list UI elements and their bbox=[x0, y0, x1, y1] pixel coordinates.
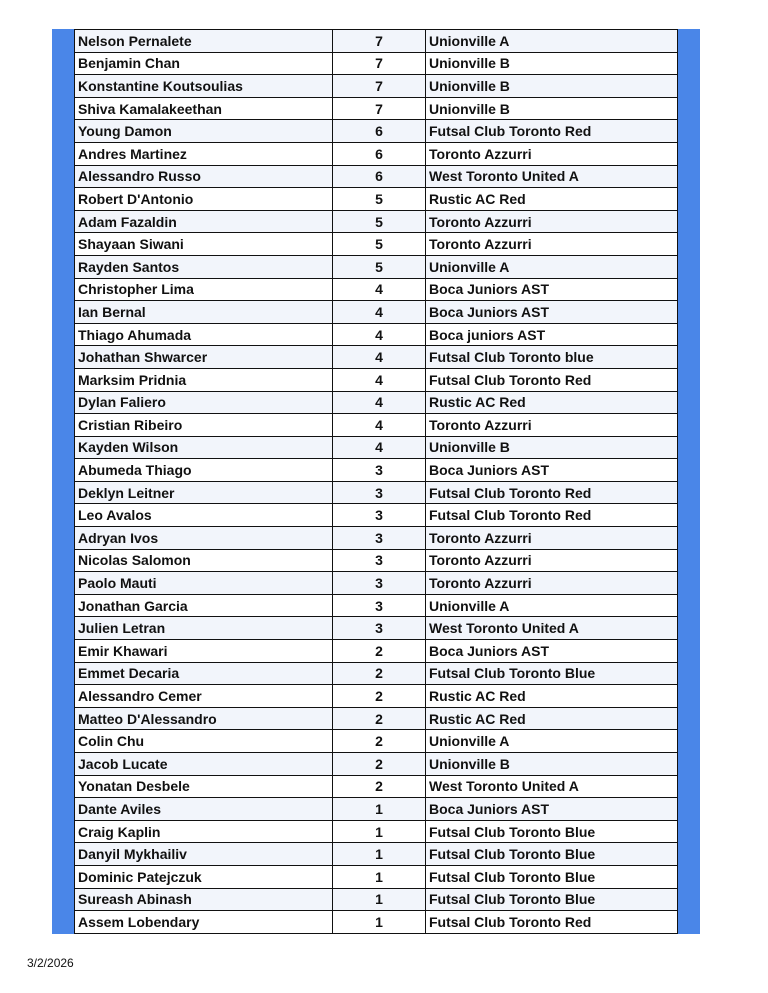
team-cell: Unionville B bbox=[426, 75, 678, 98]
player-name-cell: Abumeda Thiago bbox=[75, 459, 333, 482]
goals-cell: 7 bbox=[333, 52, 426, 75]
goals-cell: 3 bbox=[333, 617, 426, 640]
table-row bbox=[75, 775, 678, 798]
table-row bbox=[75, 662, 678, 685]
team-cell: Toronto Azzurri bbox=[426, 572, 678, 595]
goals-cell: 2 bbox=[333, 775, 426, 798]
table-row bbox=[75, 572, 678, 595]
player-name-cell: Deklyn Leitner bbox=[75, 481, 333, 504]
table-row bbox=[75, 255, 678, 278]
table-row bbox=[75, 323, 678, 346]
table-row bbox=[75, 52, 678, 75]
player-name-cell: Adryan Ivos bbox=[75, 527, 333, 550]
goals-cell: 7 bbox=[333, 97, 426, 120]
player-name-cell: Dominic Patejczuk bbox=[75, 865, 333, 888]
player-name-cell: Shayaan Siwani bbox=[75, 233, 333, 256]
team-cell: Futsal Club Toronto Blue bbox=[426, 888, 678, 911]
goals-cell: 3 bbox=[333, 481, 426, 504]
team-cell: Futsal Club Toronto Blue bbox=[426, 843, 678, 866]
team-cell: Unionville B bbox=[426, 753, 678, 776]
team-cell: Futsal Club Toronto Red bbox=[426, 504, 678, 527]
goals-cell: 1 bbox=[333, 865, 426, 888]
player-name-cell: Emmet Decaria bbox=[75, 662, 333, 685]
goals-cell: 4 bbox=[333, 368, 426, 391]
goals-cell: 2 bbox=[333, 640, 426, 663]
goals-cell: 2 bbox=[333, 753, 426, 776]
table-row bbox=[75, 278, 678, 301]
player-name-cell: Dylan Faliero bbox=[75, 391, 333, 414]
player-name-cell: Matteo D'Alessandro bbox=[75, 707, 333, 730]
table-row bbox=[75, 820, 678, 843]
team-cell: Boca juniors AST bbox=[426, 323, 678, 346]
team-cell: Unionville A bbox=[426, 255, 678, 278]
team-cell: West Toronto United A bbox=[426, 775, 678, 798]
team-cell: Unionville A bbox=[426, 30, 678, 53]
print-date: 3/2/2026 bbox=[27, 956, 74, 970]
goals-cell: 1 bbox=[333, 820, 426, 843]
team-cell: Futsal Club Toronto Blue bbox=[426, 820, 678, 843]
player-name-cell: Ian Bernal bbox=[75, 301, 333, 324]
table-row bbox=[75, 75, 678, 98]
goals-cell: 3 bbox=[333, 527, 426, 550]
goals-cell: 1 bbox=[333, 911, 426, 934]
player-name-cell: Thiago Ahumada bbox=[75, 323, 333, 346]
team-cell: Toronto Azzurri bbox=[426, 549, 678, 572]
team-cell: West Toronto United A bbox=[426, 617, 678, 640]
team-cell: Boca Juniors AST bbox=[426, 798, 678, 821]
team-cell: Futsal Club Toronto Red bbox=[426, 911, 678, 934]
team-cell: Futsal Club Toronto blue bbox=[426, 346, 678, 369]
team-cell: Unionville B bbox=[426, 97, 678, 120]
goals-cell: 3 bbox=[333, 594, 426, 617]
goals-cell: 4 bbox=[333, 436, 426, 459]
player-name-cell: Kayden Wilson bbox=[75, 436, 333, 459]
player-name-cell: Nelson Pernalete bbox=[75, 30, 333, 53]
team-cell: Futsal Club Toronto Red bbox=[426, 120, 678, 143]
team-cell: Rustic AC Red bbox=[426, 685, 678, 708]
goals-cell: 1 bbox=[333, 843, 426, 866]
team-cell: Futsal Club Toronto Red bbox=[426, 368, 678, 391]
team-cell: Unionville B bbox=[426, 436, 678, 459]
player-name-cell: Leo Avalos bbox=[75, 504, 333, 527]
goals-cell: 3 bbox=[333, 549, 426, 572]
table-row bbox=[75, 436, 678, 459]
player-name-cell: Konstantine Koutsoulias bbox=[75, 75, 333, 98]
player-name-cell: Alessandro Cemer bbox=[75, 685, 333, 708]
player-name-cell: Marksim Pridnia bbox=[75, 368, 333, 391]
player-name-cell: Nicolas Salomon bbox=[75, 549, 333, 572]
table-row bbox=[75, 549, 678, 572]
player-name-cell: Jacob Lucate bbox=[75, 753, 333, 776]
player-name-cell: Johathan Shwarcer bbox=[75, 346, 333, 369]
table-row bbox=[75, 753, 678, 776]
player-name-cell: Rayden Santos bbox=[75, 255, 333, 278]
table-row bbox=[75, 188, 678, 211]
goals-cell: 5 bbox=[333, 188, 426, 211]
table-row bbox=[75, 888, 678, 911]
goals-cell: 3 bbox=[333, 572, 426, 595]
table-row bbox=[75, 685, 678, 708]
table-row bbox=[75, 30, 678, 53]
table-row bbox=[75, 911, 678, 934]
player-name-cell: Benjamin Chan bbox=[75, 52, 333, 75]
table-row bbox=[75, 165, 678, 188]
goals-cell: 3 bbox=[333, 504, 426, 527]
goals-cell: 2 bbox=[333, 685, 426, 708]
team-cell: Unionville A bbox=[426, 594, 678, 617]
scorers-table bbox=[74, 29, 678, 934]
team-cell: Futsal Club Toronto Blue bbox=[426, 662, 678, 685]
goals-cell: 1 bbox=[333, 888, 426, 911]
goals-cell: 2 bbox=[333, 707, 426, 730]
goals-cell: 2 bbox=[333, 662, 426, 685]
goals-cell: 4 bbox=[333, 323, 426, 346]
team-cell: Rustic AC Red bbox=[426, 188, 678, 211]
table-row bbox=[75, 640, 678, 663]
player-name-cell: Christopher Lima bbox=[75, 278, 333, 301]
team-cell: West Toronto United A bbox=[426, 165, 678, 188]
player-name-cell: Robert D'Antonio bbox=[75, 188, 333, 211]
player-name-cell: Adam Fazaldin bbox=[75, 210, 333, 233]
table-row bbox=[75, 414, 678, 437]
team-cell: Unionville A bbox=[426, 730, 678, 753]
team-cell: Rustic AC Red bbox=[426, 391, 678, 414]
table-row bbox=[75, 120, 678, 143]
team-cell: Toronto Azzurri bbox=[426, 210, 678, 233]
table-row bbox=[75, 233, 678, 256]
goals-cell: 5 bbox=[333, 233, 426, 256]
table-row bbox=[75, 798, 678, 821]
goals-cell: 5 bbox=[333, 255, 426, 278]
team-cell: Unionville B bbox=[426, 52, 678, 75]
table-row bbox=[75, 504, 678, 527]
table-row bbox=[75, 142, 678, 165]
player-name-cell: Dante Aviles bbox=[75, 798, 333, 821]
table-row bbox=[75, 617, 678, 640]
goals-cell: 5 bbox=[333, 210, 426, 233]
player-name-cell: Yonatan Desbele bbox=[75, 775, 333, 798]
goals-cell: 6 bbox=[333, 120, 426, 143]
table-row bbox=[75, 391, 678, 414]
player-name-cell: Assem Lobendary bbox=[75, 911, 333, 934]
spreadsheet-area bbox=[52, 29, 700, 934]
player-name-cell: Craig Kaplin bbox=[75, 820, 333, 843]
table-row bbox=[75, 843, 678, 866]
team-cell: Toronto Azzurri bbox=[426, 142, 678, 165]
scorers-table-body bbox=[75, 30, 678, 934]
goals-cell: 1 bbox=[333, 798, 426, 821]
player-name-cell: Colin Chu bbox=[75, 730, 333, 753]
goals-cell: 4 bbox=[333, 414, 426, 437]
team-cell: Boca Juniors AST bbox=[426, 640, 678, 663]
player-name-cell: Alessandro Russo bbox=[75, 165, 333, 188]
table-row bbox=[75, 594, 678, 617]
table-row bbox=[75, 730, 678, 753]
goals-cell: 4 bbox=[333, 301, 426, 324]
team-cell: Toronto Azzurri bbox=[426, 527, 678, 550]
player-name-cell: Andres Martinez bbox=[75, 142, 333, 165]
team-cell: Toronto Azzurri bbox=[426, 414, 678, 437]
table-row bbox=[75, 707, 678, 730]
goals-cell: 7 bbox=[333, 30, 426, 53]
table-row bbox=[75, 368, 678, 391]
table-row bbox=[75, 97, 678, 120]
table-row bbox=[75, 346, 678, 369]
player-name-cell: Young Damon bbox=[75, 120, 333, 143]
goals-cell: 6 bbox=[333, 142, 426, 165]
team-cell: Boca Juniors AST bbox=[426, 301, 678, 324]
goals-cell: 2 bbox=[333, 730, 426, 753]
team-cell: Rustic AC Red bbox=[426, 707, 678, 730]
table-row bbox=[75, 210, 678, 233]
goals-cell: 7 bbox=[333, 75, 426, 98]
team-cell: Boca Juniors AST bbox=[426, 459, 678, 482]
team-cell: Boca Juniors AST bbox=[426, 278, 678, 301]
table-row bbox=[75, 301, 678, 324]
player-name-cell: Sureash Abinash bbox=[75, 888, 333, 911]
goals-cell: 4 bbox=[333, 278, 426, 301]
player-name-cell: Jonathan Garcia bbox=[75, 594, 333, 617]
player-name-cell: Cristian Ribeiro bbox=[75, 414, 333, 437]
goals-cell: 4 bbox=[333, 346, 426, 369]
team-cell: Futsal Club Toronto Red bbox=[426, 481, 678, 504]
table-row bbox=[75, 527, 678, 550]
table-row bbox=[75, 481, 678, 504]
player-name-cell: Danyil Mykhailiv bbox=[75, 843, 333, 866]
goals-cell: 6 bbox=[333, 165, 426, 188]
player-name-cell: Shiva Kamalakeethan bbox=[75, 97, 333, 120]
table-row bbox=[75, 459, 678, 482]
table-row bbox=[75, 865, 678, 888]
goals-cell: 3 bbox=[333, 459, 426, 482]
goals-cell: 4 bbox=[333, 391, 426, 414]
player-name-cell: Paolo Mauti bbox=[75, 572, 333, 595]
player-name-cell: Julien Letran bbox=[75, 617, 333, 640]
team-cell: Toronto Azzurri bbox=[426, 233, 678, 256]
team-cell: Futsal Club Toronto Blue bbox=[426, 865, 678, 888]
player-name-cell: Emir Khawari bbox=[75, 640, 333, 663]
